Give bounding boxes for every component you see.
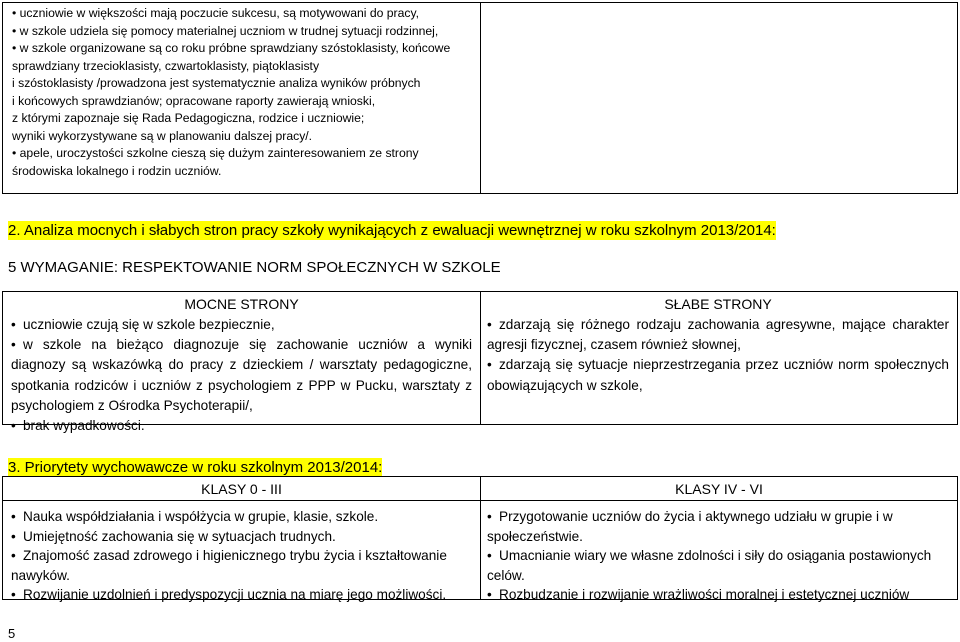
classes-4-6-title: KLASY IV - VI (675, 481, 763, 497)
requirement-heading: 5 WYMAGANIE: RESPEKTOWANIE NORM SPOŁECZNYCH W SZKOLE (8, 259, 501, 276)
divider (3, 500, 480, 501)
list-item: • Przygotowanie uczniów do życia i aktywnego udziału w grupie i w społeczeństwie. (487, 509, 893, 544)
classes-0-3-title: KLASY 0 - III (201, 481, 282, 497)
classes-4-6-cell (480, 476, 958, 600)
list-item: • Rozwijanie uzdolnień i predyspozycji ucznia na miarę jego możliwości. (11, 585, 472, 605)
bullet-icon: • (11, 528, 16, 544)
bullet-icon: • (11, 418, 16, 434)
classes-0-3-list (11, 507, 472, 605)
list-item: • Nauka współdziałania i współżycia w grupie, klasie, szkole. (11, 507, 472, 527)
top-line: środowiska lokalnego i rodzin uczniów. (12, 163, 222, 178)
classes-4-6-list (487, 507, 951, 605)
list-item: • Umacnianie wiary we własne zdolności i siły do osiągania postawionych celów. (487, 548, 932, 583)
list-item: • zdarzają się różnego rodzaju zachowania agresywne, mające charakter agresji fizycznej, czasem również słownej, (487, 317, 949, 353)
top-line: • apele, uroczystości szkolne cieszą się dużym zainteresowaniem ze strony (12, 146, 419, 160)
top-line: • uczniowie w większości mają poczucie sukcesu, są motywowani do pracy, (12, 6, 420, 20)
top-line: • w szkole organizowane są co roku próbne sprawdziany szóstoklasisty, końcowe (12, 41, 451, 55)
top-line: sprawdziany trzecioklasisty, czwartoklasisty, piątoklasisty (12, 58, 320, 73)
bullet-icon: • (11, 509, 16, 524)
bullet-icon: • (487, 548, 492, 563)
page-number: 5 (8, 626, 16, 641)
bullet-icon: • (487, 317, 492, 332)
top-line: • w szkole udziela się pomocy materialnej uczniom w trudnej sytuacji rodzinnej, (12, 23, 439, 38)
weaknesses-list (487, 315, 949, 396)
top-line: i końcowych sprawdzianów; opracowane raporty zawierają wnioski, (12, 93, 376, 108)
list-item: • Rozbudzanie i rozwijanie wrażliwości moralnej i estetycznej uczniów (487, 585, 951, 605)
top-left-cell (2, 2, 481, 194)
divider (481, 500, 957, 501)
list-item: • Znajomość zasad zdrowego i higienicznego trybu życia i kształtowanie nawyków. (11, 548, 447, 583)
strengths-cell (2, 291, 481, 434)
bullet-icon: • (11, 548, 16, 563)
top-line: i szóstoklasisty /prowadzona jest systematycznie analiza wyników próbnych (12, 76, 421, 90)
weaknesses-title: SŁABE STRONY (664, 296, 772, 312)
section-2-heading: 2. Analiza mocnych i słabych stron pracy szkoły wynikających z ewaluacji wewnętrznej w roku szkolnym 2013/2014: (8, 222, 776, 239)
strengths-list (11, 315, 472, 436)
top-line: wyniki wykorzystywane są w planowaniu dalszej pracy/. (12, 128, 313, 143)
classes-0-3-cell (2, 476, 481, 600)
top-right-cell (480, 2, 958, 194)
strengths-title: MOCNE STRONY (184, 296, 299, 312)
bullet-icon: • (11, 317, 16, 332)
list-item: • Umiejętność zachowania się w sytuacjach trudnych. (11, 527, 472, 547)
bullet-icon: • (11, 337, 16, 353)
bullet-icon: • (487, 587, 492, 602)
bullet-icon: • (11, 587, 16, 602)
list-item: • zdarzają się sytuacje nieprzestrzegania przez uczniów norm społecznych obowiązujących w szkole, (487, 357, 949, 393)
section-3-heading: 3. Priorytety wychowawcze w roku szkolnym 2013/2014: (8, 459, 383, 476)
bullet-icon: • (487, 509, 492, 524)
list-item: • brak wypadkowości. (11, 416, 472, 436)
list-item: • w szkole na bieżąco diagnozuje się zachowanie uczniów a wyniki diagnozy są wskazówką do pracy z dzieckiem / warsztaty pedagogiczne, spotkania rodziców i uczniów z psychologiem z PPP w Pucku, warsztaty z psychologiem z Ośrodka Psychoterapii/, (11, 337, 472, 413)
weaknesses-cell (480, 291, 958, 425)
list-item: • uczniowie czują się w szkole bezpiecznie, (11, 315, 472, 335)
bullet-icon: • (487, 357, 492, 373)
top-line: z którymi zapoznaje się Rada Pedagogiczna, rodzice i uczniowie; (12, 111, 365, 125)
